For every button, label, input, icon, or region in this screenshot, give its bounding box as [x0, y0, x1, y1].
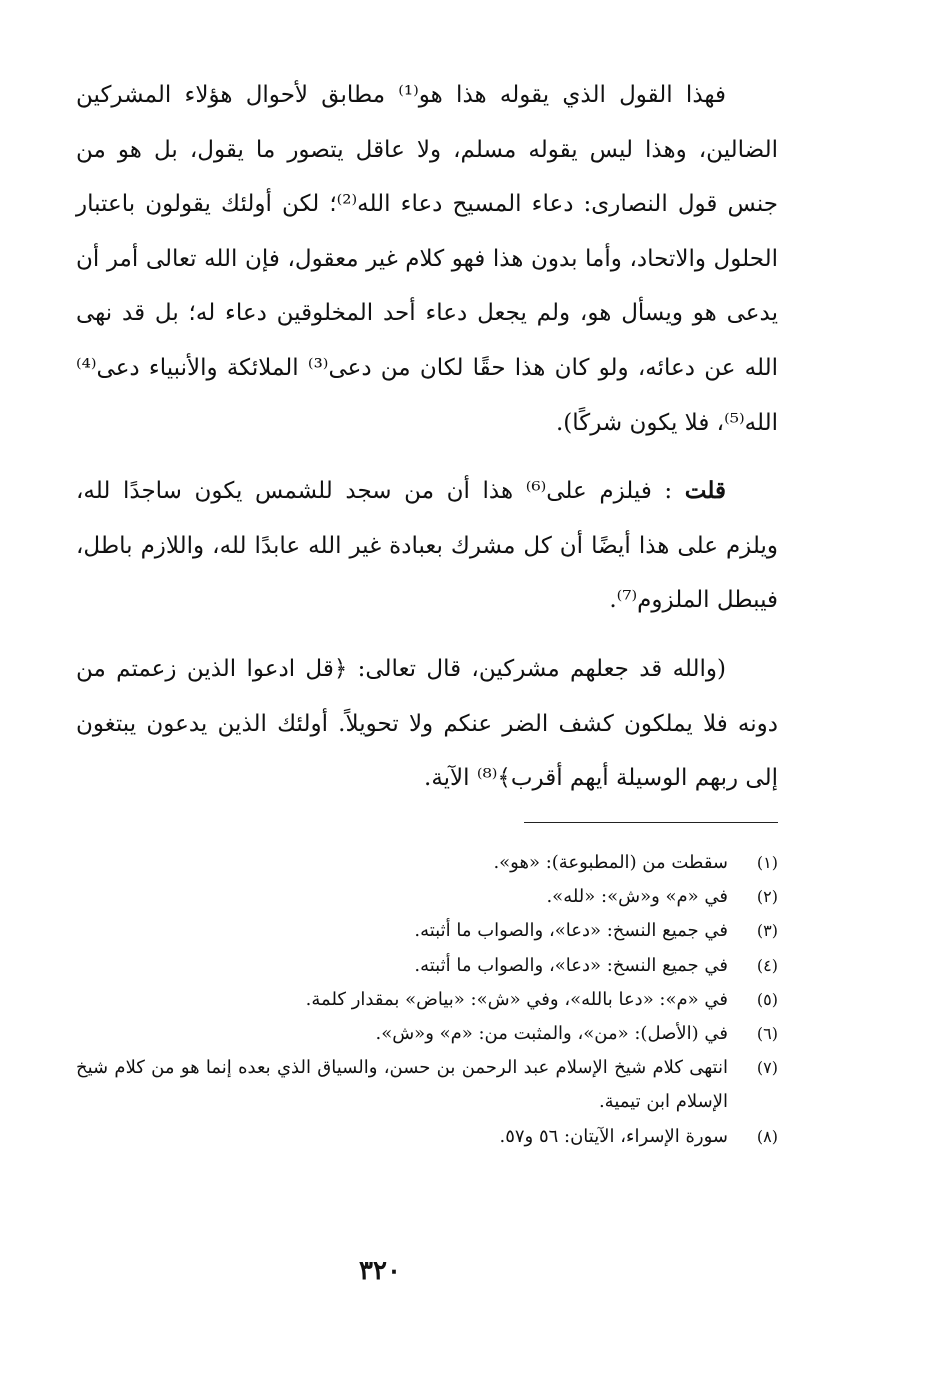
footnote-number: (٥)	[756, 989, 778, 1009]
footnote-number: (١)	[756, 853, 778, 872]
footnote-item	[76, 846, 778, 880]
footnote-item	[76, 1120, 778, 1154]
footnote-item	[76, 1017, 778, 1051]
footnote-number: (٤)	[756, 955, 778, 975]
page-number: ٣٢٠	[359, 1256, 401, 1286]
paragraph-2-lead: قلت	[684, 477, 726, 505]
footnote-number: (٢)	[756, 887, 778, 907]
footnote-number: (٦)	[756, 1024, 778, 1044]
footnote-divider	[524, 822, 778, 823]
footnote-text: في «م» و«ش»: «لله».	[546, 886, 728, 908]
footnote-text: في (الأصل): «من»، والمثبت من: «م» و«ش».	[375, 1023, 728, 1045]
footnote-number: (٨)	[756, 1126, 778, 1146]
footnote-text: في جميع النسخ: «دعا»، والصواب ما أثبته.	[414, 954, 728, 976]
footnote-text: سقطت من (المطبوعة): «هو».	[493, 852, 728, 873]
main-text	[76, 68, 778, 820]
footnote-number: (٣)	[756, 921, 778, 941]
footnote-item	[76, 983, 778, 1017]
footnote-item	[76, 880, 778, 914]
footnote-text: انتهى كلام شيخ الإسلام عبد الرحمن بن حسن، والسياق الذي بعده إنما هو من كلام شيخ الإسلام ابن تيمية.	[76, 1057, 728, 1113]
footnote-number: (٧)	[756, 1058, 778, 1078]
footnote-text: في جميع النسخ: «دعا»، والصواب ما أثبته.	[414, 920, 728, 942]
footnote-text: سورة الإسراء، الآيتان: ٥٦ و٥٧.	[499, 1125, 728, 1147]
paragraph-2-body: : فيلزم على⁽⁶⁾ هذا أن من سجد للشمس يكون ساجدًا لله، ويلزم على هذا أيضًا أن كل مشرك بعبادة غير الله عابدًا لله، واللازم باطل، فيبطل الملزوم⁽⁷⁾.	[76, 478, 778, 614]
paragraph-1: فهذا القول الذي يقوله هذا هو⁽¹⁾ مطابق لأحوال هؤلاء المشركين الضالين، وهذا ليس يقوله مسلم، ولا عاقل يتصور ما يقول، بل هو من جنس قول النصارى: دعاء المسيح دعاء الله⁽²⁾؛ لكن أولئك يقولون باعتبار الحلول والاتحاد، وأما بدون هذا فهو كلام غير معقول، فإن الله تعالى أمر أن يدعى هو ويسأل هو، ولم يجعل دعاء أحد المخلوقين دعاء له؛ بل قد نهى الله عن دعائه، ولو كان هذا حقًا لكان من دعى⁽³⁾ الملائكة والأنبياء دعى⁽⁴⁾ الله⁽⁵⁾، فلا يكون شركًا).	[76, 82, 779, 436]
footnote-item	[76, 1051, 778, 1119]
paragraph-3: (والله قد جعلهم مشركين، قال تعالى: ﴿قل ادعوا الذين زعمتم من دونه فلا يملكون كشف الضر عنكم ولا تحويلاً. أولئك الذين يدعون يبتغون إلى ربهم الوسيلة أيهم أقرب﴾⁽⁸⁾ الآية.	[76, 655, 778, 792]
footnote-item	[76, 914, 778, 948]
footnote-text: في «م»: «دعا بالله»، وفي «ش»: «بياض» بمقدار كلمة.	[305, 988, 728, 1010]
footnote-item	[76, 949, 778, 983]
paragraph-2	[76, 464, 778, 628]
footnotes	[76, 846, 778, 1154]
